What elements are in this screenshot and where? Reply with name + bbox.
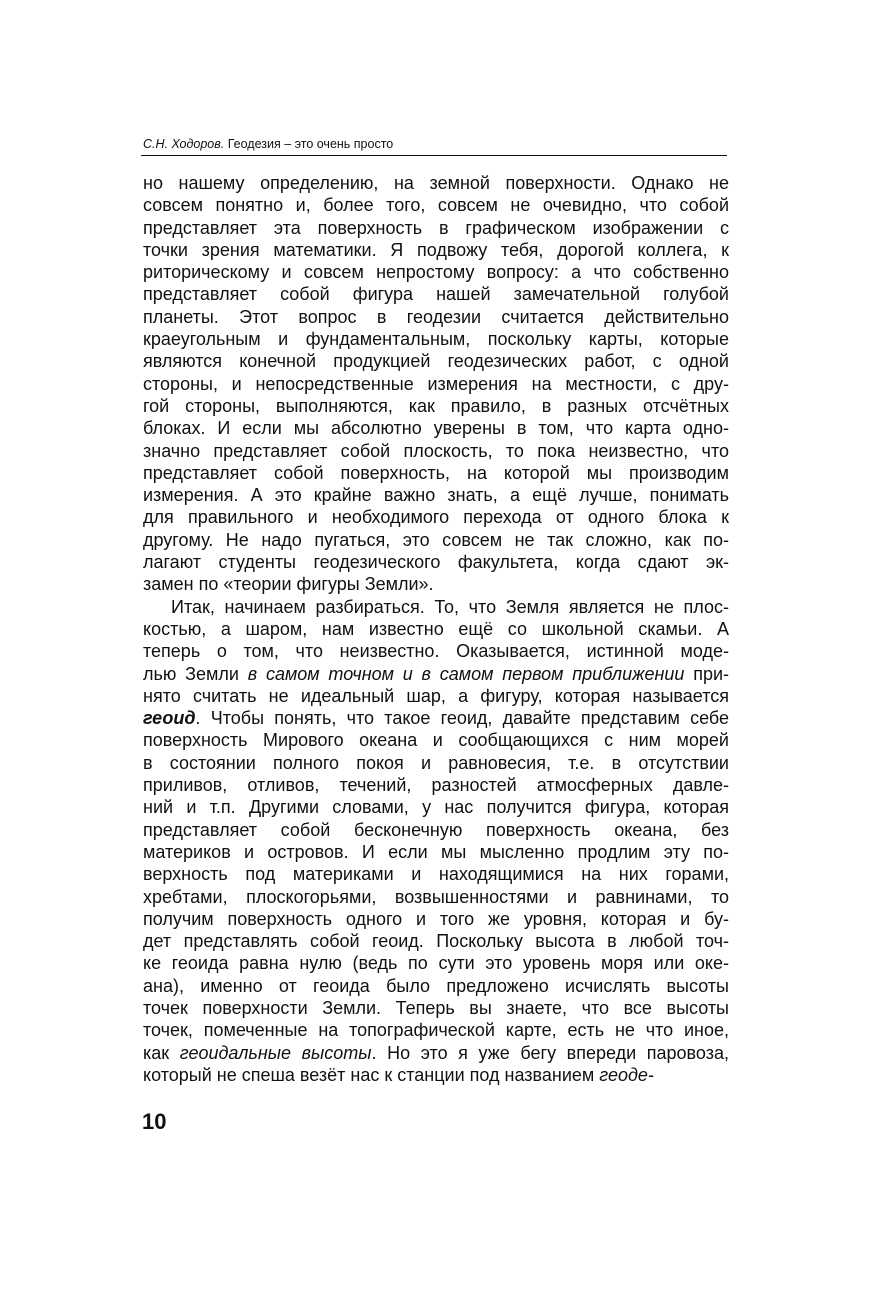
text-line bbox=[143, 618, 729, 640]
text-line bbox=[143, 484, 729, 506]
text-line bbox=[143, 774, 729, 796]
emphasis-text: геоде- bbox=[599, 1064, 654, 1085]
emphasis-text: в самом точном и в самом первом приближении bbox=[247, 663, 685, 684]
text-segment: получим поверхность одного и того же уровня, которая и бу- bbox=[143, 908, 729, 929]
text-line bbox=[143, 886, 729, 908]
header-author: С.Н. Ходоров. bbox=[143, 137, 225, 151]
text-segment: планеты. Этот вопрос в геодезии считается действительно bbox=[143, 306, 729, 327]
text-line bbox=[143, 462, 729, 484]
text-line bbox=[143, 952, 729, 974]
text-segment: который не спеша везёт нас к станции под названием bbox=[143, 1064, 600, 1085]
text-segment: материков и островов. И если мы мысленно продлим эту по- bbox=[143, 841, 729, 862]
text-segment: краеугольным и фундаментальным, поскольку карты, которые bbox=[143, 329, 729, 350]
text-segment: . Но это я уже бегу впереди паровоза, bbox=[371, 1042, 729, 1063]
text-segment: ана), именно от геоида было предложено исчислять высоты bbox=[143, 975, 729, 996]
text-line bbox=[143, 841, 729, 863]
text-segment: гой стороны, выполняются, как правило, в разных отсчётных bbox=[143, 395, 729, 416]
text-line bbox=[143, 997, 729, 1019]
text-line bbox=[143, 729, 729, 751]
text-segment: риторическому и совсем непростому вопросу: а что собственно bbox=[143, 262, 729, 283]
running-header bbox=[143, 136, 727, 152]
text-segment: но нашему определению, на земной поверхности. Однако не bbox=[143, 173, 729, 193]
text-line bbox=[143, 506, 729, 528]
text-segment: ке геоида равна нулю (ведь по сути это уровень моря или оке- bbox=[143, 953, 729, 974]
text-line bbox=[143, 239, 729, 261]
text-line bbox=[143, 529, 729, 551]
text-segment: значно представляет собой плоскость, то пока неизвестно, что bbox=[143, 440, 729, 461]
text-segment: ний и т.п. Другими словами, у нас получится фигура, которая bbox=[143, 797, 729, 818]
text-line bbox=[143, 417, 729, 439]
header-rule bbox=[141, 155, 727, 156]
text-segment: дет представлять собой геоид. Поскольку высота в любой точ- bbox=[143, 931, 729, 952]
text-segment: лью Земли bbox=[143, 663, 248, 684]
text-segment: точек, помеченные на топографической карте, есть не что иное, bbox=[143, 1020, 729, 1041]
text-line bbox=[143, 440, 729, 462]
text-segment: другому. Не надо пугаться, это совсем не так сложно, как по- bbox=[143, 529, 729, 550]
text-segment: представляет собой бесконечную поверхность океана, без bbox=[143, 819, 729, 840]
text-line bbox=[143, 908, 729, 930]
text-line bbox=[143, 930, 729, 952]
text-segment: точек поверхности Земли. Теперь вы знаете, что все высоты bbox=[143, 997, 729, 1018]
text-line bbox=[143, 685, 729, 707]
text-segment: стороны, и непосредственные измерения на местности, с дру- bbox=[143, 373, 729, 394]
text-segment: костью, а шаром, нам известно ещё со школьной скамьи. А bbox=[143, 618, 729, 639]
text-segment: . Чтобы понять, что такое геоид, давайте представим себе bbox=[195, 708, 729, 729]
text-segment: при- bbox=[684, 663, 730, 684]
text-segment: являются конечной продукцией геодезических работ, с одной bbox=[143, 351, 729, 372]
text-segment: приливов, отливов, течений, разностей атмосферных давле- bbox=[143, 775, 729, 796]
text-line bbox=[143, 350, 729, 372]
text-segment: совсем понятно и, более того, совсем не очевидно, что собой bbox=[143, 195, 729, 216]
text-segment: как bbox=[143, 1042, 180, 1063]
text-line bbox=[143, 1019, 729, 1041]
text-line bbox=[143, 373, 729, 395]
paragraph bbox=[143, 596, 729, 1087]
text-segment: нято считать не идеальный шар, а фигуру, которая называется bbox=[143, 685, 729, 706]
text-line bbox=[143, 328, 729, 350]
text-line bbox=[143, 261, 729, 283]
text-line bbox=[143, 1064, 729, 1086]
page-number: 10 bbox=[142, 1109, 167, 1134]
text-segment: хребтами, плоскогорьями, возвышенностями и равнинами, то bbox=[143, 886, 729, 907]
text-line bbox=[143, 1042, 729, 1064]
text-segment: представляет эта поверхность в графическом изображении с bbox=[143, 217, 729, 238]
emphasis-text: геоид bbox=[143, 708, 196, 729]
text-line bbox=[143, 796, 729, 818]
text-line bbox=[143, 172, 729, 194]
text-line bbox=[143, 663, 729, 685]
text-segment: замен по «теории фигуры Земли». bbox=[143, 574, 434, 595]
text-segment: верхность под материками и находящимися на них горами, bbox=[143, 864, 729, 885]
text-segment: для правильного и необходимого перехода от одного блока к bbox=[143, 507, 729, 528]
text-line bbox=[143, 551, 729, 573]
text-line bbox=[143, 283, 729, 305]
text-segment: измерения. А это крайне важно знать, а ещё лучше, понимать bbox=[143, 485, 729, 506]
text-line bbox=[143, 975, 729, 997]
paragraph bbox=[143, 172, 729, 596]
text-line bbox=[143, 395, 729, 417]
text-segment: блоках. И если мы абсолютно уверены в том, что карта одно- bbox=[143, 418, 729, 439]
text-segment: представляет собой поверхность, на которой мы производим bbox=[143, 462, 729, 483]
body-text bbox=[143, 172, 729, 1086]
text-line bbox=[143, 596, 729, 618]
text-line bbox=[143, 573, 729, 595]
text-line bbox=[143, 752, 729, 774]
text-segment: точки зрения математики. Я подвожу тебя, дорогой коллега, к bbox=[143, 239, 729, 260]
text-line bbox=[143, 306, 729, 328]
text-line bbox=[143, 217, 729, 239]
emphasis-text: геоидальные высоты bbox=[179, 1042, 372, 1063]
text-line bbox=[143, 194, 729, 216]
text-segment: представляет собой фигура нашей замечательной голубой bbox=[143, 284, 729, 305]
text-line bbox=[143, 863, 729, 885]
text-line bbox=[143, 640, 729, 662]
text-line bbox=[143, 819, 729, 841]
header-title: Геодезия – это очень просто bbox=[224, 137, 394, 151]
text-segment: поверхность Мирового океана и сообщающихся с ним морей bbox=[143, 730, 729, 751]
text-segment: Итак, начинаем разбираться. То, что Земля является не плос- bbox=[171, 596, 729, 617]
text-line bbox=[143, 707, 729, 729]
text-segment: в состоянии полного покоя и равновесия, т.е. в отсутствии bbox=[143, 752, 729, 773]
text-segment: теперь о том, что неизвестно. Оказывается, истинной моде- bbox=[143, 641, 729, 662]
text-segment: лагают студенты геодезического факультета, когда сдают эк- bbox=[143, 552, 729, 573]
